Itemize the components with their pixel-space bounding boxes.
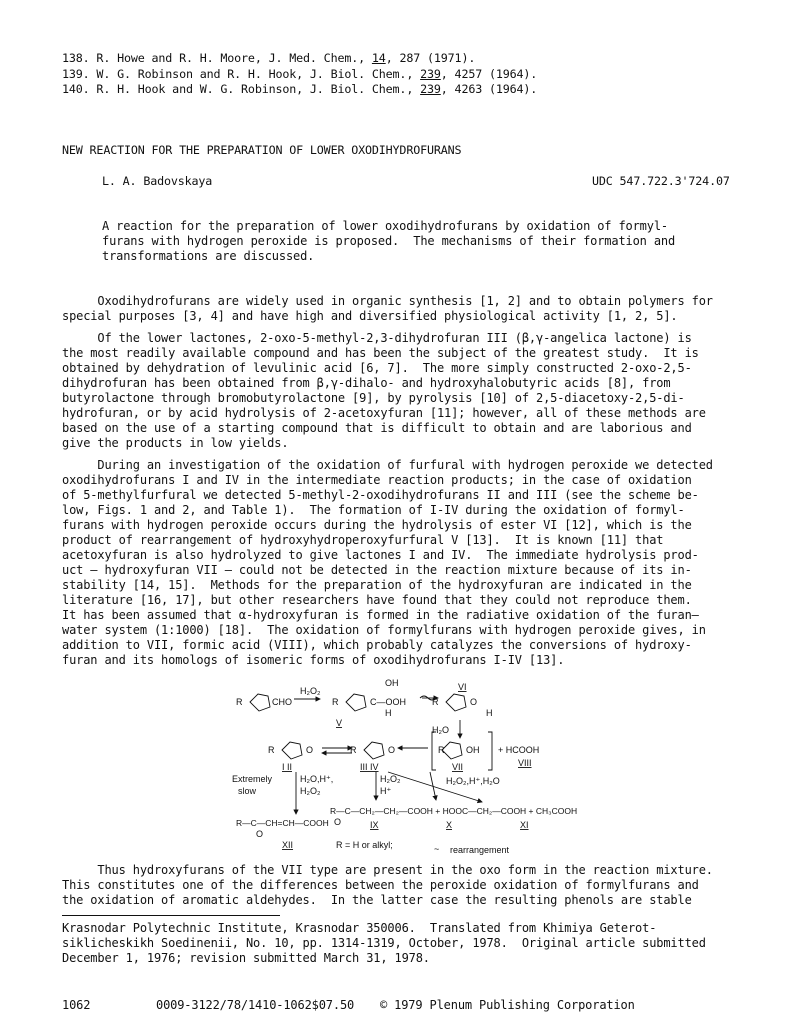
scheme-reagent: H₂O₂ xyxy=(300,686,321,696)
author-name: L. A. Badovskaya xyxy=(102,174,213,188)
paragraph-line: hydrofuran, or by acid hydrolysis of 2-acetoxyfuran [11]; however, all of these methods are xyxy=(62,406,706,420)
scheme-r: R xyxy=(432,697,439,707)
scheme-o: O xyxy=(306,745,314,755)
paragraph-line: special purposes [3, 4] and have high and diversified physiological activity [1, 2, 5]. xyxy=(62,309,678,323)
footnote-line: December 1, 1976; revision submitted March 31, 1978. xyxy=(62,951,430,965)
scheme-label-vii: VII xyxy=(452,762,464,772)
scheme-label-xi: XI xyxy=(520,820,529,830)
scheme-product-xii: R—C—CH=CH—COOH xyxy=(236,818,329,828)
scheme-cond-mid: H⁺ xyxy=(380,786,392,796)
scheme-cond-right: H₂O₂,H⁺,H₂O xyxy=(446,776,500,786)
scheme-label-viii: VIII xyxy=(518,758,532,768)
scheme-r: R xyxy=(268,745,275,755)
reference-140: 140. R. H. Hook and W. G. Robinson, J. Biol. Chem., 239, 4263 (1964). xyxy=(62,82,538,96)
footnote-rule xyxy=(62,915,280,916)
scheme-label-v: V xyxy=(336,718,343,728)
paragraph-line: It has been assumed that α-hydroxyfuran is formed in the radiative oxidation of the furan— xyxy=(62,608,699,622)
paragraph-line: product of rearrangement of hydroxyhydroperoxyfurfural V [13]. It is known [11] that xyxy=(62,533,664,547)
scheme-o: O xyxy=(334,817,342,827)
paragraph-line: based on the use of a starting compound that is difficult to obtain and are laborious and xyxy=(62,421,692,435)
paragraph-line: the oxidation of aromatic aldehydes. In the latter case the resulting phenols are stable xyxy=(62,893,692,907)
paragraph-line: furans with hydrogen peroxide occurs during the hydrolysis of ester VI [12], which is the xyxy=(62,518,692,532)
paragraph-line: Thus hydroxyfurans of the VII type are present in the oxo form in the reaction mixture. xyxy=(62,863,713,877)
paragraph-line: acetoxyfuran is also hydrolyzed to give lactones I and IV. The immediate hydrolysis prod- xyxy=(62,548,699,562)
scheme-label-ix: IX xyxy=(370,820,379,830)
scheme-o: O xyxy=(256,829,264,839)
scheme-oh: OH xyxy=(385,678,399,688)
scheme-label-vi: VI xyxy=(458,682,467,692)
paragraph-line: This constitutes one of the differences between the peroxide oxidation of formylfurans and xyxy=(62,878,699,892)
paragraph-line: stability [14, 15]. Methods for the preparation of the hydroxyfuran are indicated in the xyxy=(62,578,692,592)
scheme-r: R xyxy=(350,745,357,755)
paragraph-line: water system (1:1000) [18]. The oxidation of formylfurans with hydrogen peroxide gives, in xyxy=(62,623,706,637)
paragraph-line: butyrolactone through bromobutyrolactone [9], by pyrolysis [10] of 2,5-diacetoxy-2,5-di- xyxy=(62,391,685,405)
scheme-extremely: Extremely xyxy=(232,774,273,784)
paragraph-line: oxodihydrofurans I and IV in the intermediate reaction products; in the case of oxidation xyxy=(62,473,692,487)
abstract-line: furans with hydrogen peroxide is proposed. The mechanisms of their formation and xyxy=(102,234,676,248)
page-number: 1062 xyxy=(62,998,91,1012)
scheme-cooh: C—OOH xyxy=(370,697,406,707)
scheme-cond-left: H₂O₂ xyxy=(300,786,321,796)
reaction-scheme xyxy=(220,676,600,860)
scheme-cho: CHO xyxy=(272,697,292,707)
paragraph-line: of 5-methylfurfural we detected 5-methyl-2-oxodihydrofurans II and III (see the scheme be- xyxy=(62,488,699,502)
paragraph-line: Oxodihydrofurans are widely used in organic synthesis [1, 2] and to obtain polymers for xyxy=(62,294,713,308)
footnote-line: siklicheskikh Soedinenii, No. 10, pp. 1314-1319, October, 1978. Original article submitted xyxy=(62,936,706,950)
scheme-label-x: X xyxy=(446,820,453,830)
scheme-o: O xyxy=(470,697,478,707)
scheme-hcooh: + HCOOH xyxy=(498,745,540,755)
paragraph-line: low, Figs. 1 and 2, and Table 1). The formation of I-IV during the oxidation of formyl- xyxy=(62,503,685,517)
paragraph-line: uct — hydroxyfuran VII — could not be detected in the reaction mixture because of its in- xyxy=(62,563,692,577)
paragraph-line: literature [16, 17], but other researchers have found that they could not reproduce them. xyxy=(62,593,692,607)
copyright: © 1979 Plenum Publishing Corporation xyxy=(380,998,635,1012)
scheme-h: H xyxy=(486,708,493,718)
paragraph-line: dihydrofuran has been obtained from β,γ-dihalo- and hydroxyhalobutyric acids [8], from xyxy=(62,376,671,390)
scheme-h2o: H₂O xyxy=(432,725,449,735)
scheme-label-xii: XII xyxy=(282,840,294,850)
scheme-legend-tilde: ~ xyxy=(434,844,440,854)
scheme-h: H xyxy=(385,708,392,718)
paragraph-line: the most readily available compound and has been the subject of the greatest study. It is xyxy=(62,346,699,360)
paragraph-line: furan and its homologs of isomeric forms of oxodihydrofurans I-IV [13]. xyxy=(62,653,565,667)
scheme-r: R xyxy=(332,697,339,707)
paragraph-line: obtained by dehydration of levulinic acid [6, 7]. The more simply constructed 2-oxo-2,5- xyxy=(62,361,692,375)
paragraph-line: give the products in low yields. xyxy=(62,436,289,450)
scheme-oh: OH xyxy=(466,745,480,755)
scheme-legend-rearrangement: rearrangement xyxy=(450,845,510,855)
scheme-legend-r: R = H or alkyl; xyxy=(336,840,393,850)
scheme-r: R xyxy=(438,745,445,755)
article-code: 0009-3122/78/1410-1062$07.50 xyxy=(156,998,355,1012)
paragraph-line: Of the lower lactones, 2-oxo-5-methyl-2,3-dihydrofuran III (β,γ-angelica lactone) is xyxy=(62,331,692,345)
scheme-o: O xyxy=(388,745,396,755)
abstract-line: transformations are discussed. xyxy=(102,249,315,263)
article-title: NEW REACTION FOR THE PREPARATION OF LOWER OXODIHYDROFURANS xyxy=(62,143,462,157)
scheme-label-iii-iv: III IV xyxy=(360,762,379,772)
reference-139: 139. W. G. Robinson and R. H. Hook, J. Biol. Chem., 239, 4257 (1964). xyxy=(62,67,538,81)
scheme-products: R—C—CH₂—CH₂—COOH + HOOC—CH₂—COOH + CH₃COOH xyxy=(330,806,578,816)
scheme-slow: slow xyxy=(238,786,257,796)
udc-code: UDC 547.722.3'724.07 xyxy=(592,174,730,188)
paragraph-line: addition to VII, formic acid (VIII), which probably catalyzes the conversions of hydroxy- xyxy=(62,638,692,652)
scheme-label-i-ii: I II xyxy=(282,762,293,772)
scheme-cond-left: H₂O,H⁺, xyxy=(300,774,334,784)
abstract-line: A reaction for the preparation of lower oxodihydrofurans by oxidation of formyl- xyxy=(102,219,668,233)
scheme-cond-mid: H₂O₂ xyxy=(380,774,401,784)
reference-138: 138. R. Howe and R. H. Moore, J. Med. Chem., 14, 287 (1971). xyxy=(62,51,476,65)
scheme-r: R xyxy=(236,697,243,707)
paragraph-line: During an investigation of the oxidation of furfural with hydrogen peroxide we detected xyxy=(62,458,713,472)
footnote-line: Krasnodar Polytechnic Institute, Krasnodar 350006. Translated from Khimiya Geterot- xyxy=(62,921,657,935)
